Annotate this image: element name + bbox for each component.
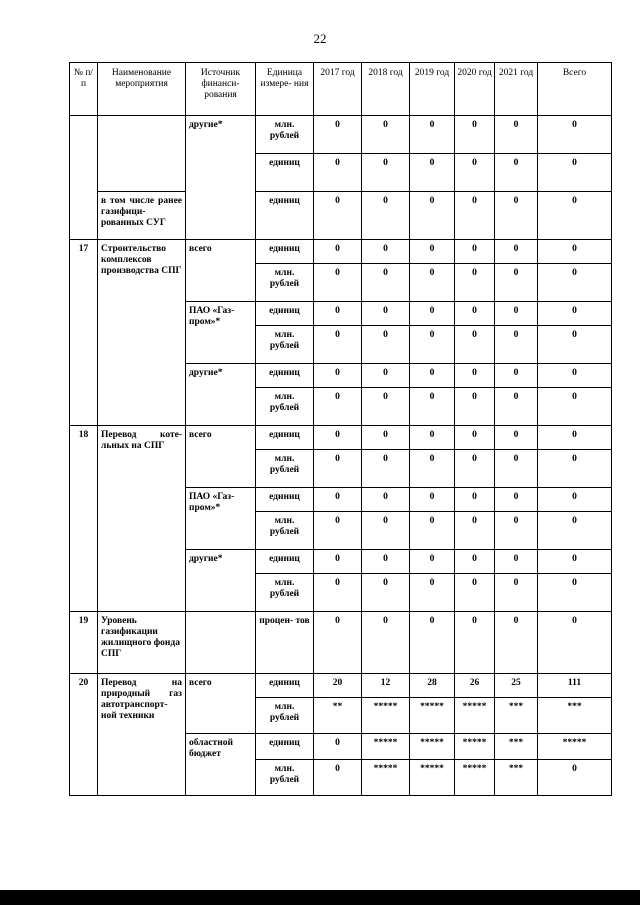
- value-2019: 0: [410, 612, 455, 674]
- value-2019: 0: [410, 550, 455, 574]
- value-2017: 0: [314, 154, 362, 192]
- row-num-cell: 19: [70, 612, 98, 674]
- value-2020: 0: [455, 364, 495, 388]
- value-2018: 0: [362, 450, 410, 488]
- value-2018: 0: [362, 550, 410, 574]
- table-row: [70, 426, 612, 450]
- row-unit-cell: млн. рублей: [256, 512, 314, 550]
- value-2019: *****: [410, 760, 455, 796]
- value-2018: *****: [362, 698, 410, 734]
- row-name-cell: Перевод коте- льных на СПГ: [98, 426, 186, 612]
- value-2017: 0: [314, 364, 362, 388]
- value-2017: 0: [314, 326, 362, 364]
- value-2018: 0: [362, 326, 410, 364]
- value-2019: *****: [410, 698, 455, 734]
- value-2018: 0: [362, 154, 410, 192]
- value-2021: 0: [495, 550, 538, 574]
- value-total: 0: [538, 760, 612, 796]
- value-2018: 0: [362, 240, 410, 264]
- value-2018: 0: [362, 264, 410, 302]
- value-2021: 0: [495, 426, 538, 450]
- header-2017: 2017 год: [314, 63, 362, 116]
- row-unit-cell: млн. рублей: [256, 326, 314, 364]
- value-2021: ***: [495, 698, 538, 734]
- row-unit-cell: единиц: [256, 734, 314, 760]
- value-total: 0: [538, 326, 612, 364]
- value-2019: 0: [410, 512, 455, 550]
- row-unit-cell: единиц: [256, 550, 314, 574]
- value-2021: 0: [495, 574, 538, 612]
- value-2018: 0: [362, 574, 410, 612]
- header-2020: 2020 год: [455, 63, 495, 116]
- value-2020: 0: [455, 302, 495, 326]
- value-2021: 0: [495, 154, 538, 192]
- value-total: 0: [538, 302, 612, 326]
- value-2017: 0: [314, 512, 362, 550]
- value-2020: 0: [455, 192, 495, 240]
- scan-bottom-bar: [0, 890, 640, 905]
- value-2017: 0: [314, 550, 362, 574]
- value-2020: 0: [455, 550, 495, 574]
- row-num-cell: 18: [70, 426, 98, 612]
- value-2019: 0: [410, 240, 455, 264]
- row-unit-cell: единиц: [256, 192, 314, 240]
- row-unit-cell: млн. рублей: [256, 760, 314, 796]
- value-2017: 0: [314, 426, 362, 450]
- header-num: № п/п: [70, 63, 98, 116]
- header-total: Всего: [538, 63, 612, 116]
- value-2021: 0: [495, 388, 538, 426]
- value-2019: 0: [410, 364, 455, 388]
- value-2019: 0: [410, 488, 455, 512]
- value-2021: 25: [495, 674, 538, 698]
- table-row: [70, 674, 612, 698]
- value-2021: 0: [495, 116, 538, 154]
- header-unit: Единица измере- ния: [256, 63, 314, 116]
- value-2017: 0: [314, 388, 362, 426]
- value-2017: 0: [314, 734, 362, 760]
- value-2017: 0: [314, 760, 362, 796]
- value-2018: *****: [362, 734, 410, 760]
- row-source-cell: областной бюджет: [186, 734, 256, 796]
- value-2017: 20: [314, 674, 362, 698]
- value-total: 0: [538, 388, 612, 426]
- value-2020: *****: [455, 734, 495, 760]
- row-num-cell: [70, 116, 98, 240]
- page-number: 22: [313, 31, 327, 46]
- row-source-cell: ПАО «Газ- пром»*: [186, 302, 256, 364]
- value-2017: 0: [314, 302, 362, 326]
- value-2021: 0: [495, 512, 538, 550]
- value-2019: 0: [410, 574, 455, 612]
- row-name-cell: Уровень газификации жилищного фонда СПГ: [98, 612, 186, 674]
- value-2021: 0: [495, 326, 538, 364]
- value-2018: 0: [362, 512, 410, 550]
- value-2021: ***: [495, 734, 538, 760]
- row-unit-cell: единиц: [256, 674, 314, 698]
- value-2017: 0: [314, 450, 362, 488]
- value-2019: 0: [410, 264, 455, 302]
- row-unit-cell: млн. рублей: [256, 574, 314, 612]
- header-2021: 2021 год: [495, 63, 538, 116]
- value-2021: 0: [495, 488, 538, 512]
- header-name: Наименование мероприятия: [98, 63, 186, 116]
- row-unit-cell: млн. рублей: [256, 388, 314, 426]
- value-2020: 0: [455, 488, 495, 512]
- value-total: 0: [538, 154, 612, 192]
- value-2020: *****: [455, 698, 495, 734]
- row-source-cell: всего: [186, 426, 256, 488]
- row-unit-cell: единиц: [256, 154, 314, 192]
- value-2020: 0: [455, 512, 495, 550]
- value-total: 0: [538, 426, 612, 450]
- value-2018: 0: [362, 488, 410, 512]
- value-2020: *****: [455, 760, 495, 796]
- value-2021: 0: [495, 240, 538, 264]
- row-source-cell: другие*: [186, 550, 256, 612]
- value-2017: 0: [314, 240, 362, 264]
- value-2020: 0: [455, 154, 495, 192]
- value-2021: 0: [495, 364, 538, 388]
- value-2017: 0: [314, 264, 362, 302]
- value-2020: 26: [455, 674, 495, 698]
- value-total: 0: [538, 450, 612, 488]
- value-total: 0: [538, 240, 612, 264]
- value-2018: 0: [362, 302, 410, 326]
- row-unit-cell: единиц: [256, 302, 314, 326]
- value-total: 0: [538, 364, 612, 388]
- row-source-cell: всего: [186, 240, 256, 302]
- row-source-cell: [186, 612, 256, 674]
- header-source: Источник финанси- рования: [186, 63, 256, 116]
- row-name-cell: Перевод на природный газ автотранспорт- ной техники: [98, 674, 186, 796]
- value-2019: 0: [410, 154, 455, 192]
- value-2017: 0: [314, 574, 362, 612]
- value-2020: 0: [455, 326, 495, 364]
- row-source-cell: другие*: [186, 116, 256, 240]
- row-unit-cell: процен- тов: [256, 612, 314, 674]
- value-total: 0: [538, 512, 612, 550]
- header-row: [70, 63, 612, 116]
- value-2021: ***: [495, 760, 538, 796]
- value-total: 0: [538, 612, 612, 674]
- value-total: ***: [538, 698, 612, 734]
- value-2020: 0: [455, 116, 495, 154]
- value-total: 0: [538, 550, 612, 574]
- value-2021: 0: [495, 264, 538, 302]
- table-row: [70, 192, 612, 240]
- value-2018: 0: [362, 612, 410, 674]
- value-2020: 0: [455, 426, 495, 450]
- value-2018: *****: [362, 760, 410, 796]
- value-2018: 0: [362, 388, 410, 426]
- value-2018: 0: [362, 364, 410, 388]
- value-2021: 0: [495, 612, 538, 674]
- value-2019: 0: [410, 302, 455, 326]
- value-2019: 0: [410, 192, 455, 240]
- value-2019: 0: [410, 450, 455, 488]
- value-2020: 0: [455, 612, 495, 674]
- value-total: 0: [538, 488, 612, 512]
- row-num-cell: 20: [70, 674, 98, 796]
- value-2018: 0: [362, 426, 410, 450]
- value-2020: 0: [455, 450, 495, 488]
- value-2020: 0: [455, 240, 495, 264]
- value-total: 111: [538, 674, 612, 698]
- value-2018: 0: [362, 192, 410, 240]
- row-name-cell: Строительство комплексов производства СПГ: [98, 240, 186, 426]
- table-row: [70, 116, 612, 154]
- row-unit-cell: единиц: [256, 364, 314, 388]
- row-source-cell: другие*: [186, 364, 256, 426]
- table-row: [70, 612, 612, 674]
- row-name-cell: в том числе ранее газифици- рованных СУГ: [98, 192, 186, 240]
- row-num-cell: 17: [70, 240, 98, 426]
- value-2021: 0: [495, 192, 538, 240]
- value-2019: 28: [410, 674, 455, 698]
- value-2021: 0: [495, 450, 538, 488]
- value-total: 0: [538, 574, 612, 612]
- row-unit-cell: единиц: [256, 240, 314, 264]
- value-2017: 0: [314, 116, 362, 154]
- row-unit-cell: единиц: [256, 426, 314, 450]
- value-2017: 0: [314, 488, 362, 512]
- row-unit-cell: единиц: [256, 488, 314, 512]
- row-unit-cell: млн. рублей: [256, 698, 314, 734]
- value-2017: **: [314, 698, 362, 734]
- value-2019: 0: [410, 116, 455, 154]
- value-2020: 0: [455, 388, 495, 426]
- value-2018: 12: [362, 674, 410, 698]
- value-2019: 0: [410, 388, 455, 426]
- value-2019: 0: [410, 326, 455, 364]
- value-2020: 0: [455, 574, 495, 612]
- table-row: [70, 240, 612, 264]
- header-2018: 2018 год: [362, 63, 410, 116]
- value-total: *****: [538, 734, 612, 760]
- row-unit-cell: млн. рублей: [256, 116, 314, 154]
- value-total: 0: [538, 116, 612, 154]
- row-name-cell: [98, 116, 186, 192]
- row-unit-cell: млн. рублей: [256, 264, 314, 302]
- value-2019: *****: [410, 734, 455, 760]
- value-total: 0: [538, 264, 612, 302]
- value-2019: 0: [410, 426, 455, 450]
- value-2018: 0: [362, 116, 410, 154]
- value-2021: 0: [495, 302, 538, 326]
- program-table: [69, 62, 612, 796]
- row-unit-cell: млн. рублей: [256, 450, 314, 488]
- value-total: 0: [538, 192, 612, 240]
- row-source-cell: ПАО «Газ- пром»*: [186, 488, 256, 550]
- header-2019: 2019 год: [410, 63, 455, 116]
- row-source-cell: всего: [186, 674, 256, 734]
- value-2017: 0: [314, 612, 362, 674]
- value-2020: 0: [455, 264, 495, 302]
- value-2017: 0: [314, 192, 362, 240]
